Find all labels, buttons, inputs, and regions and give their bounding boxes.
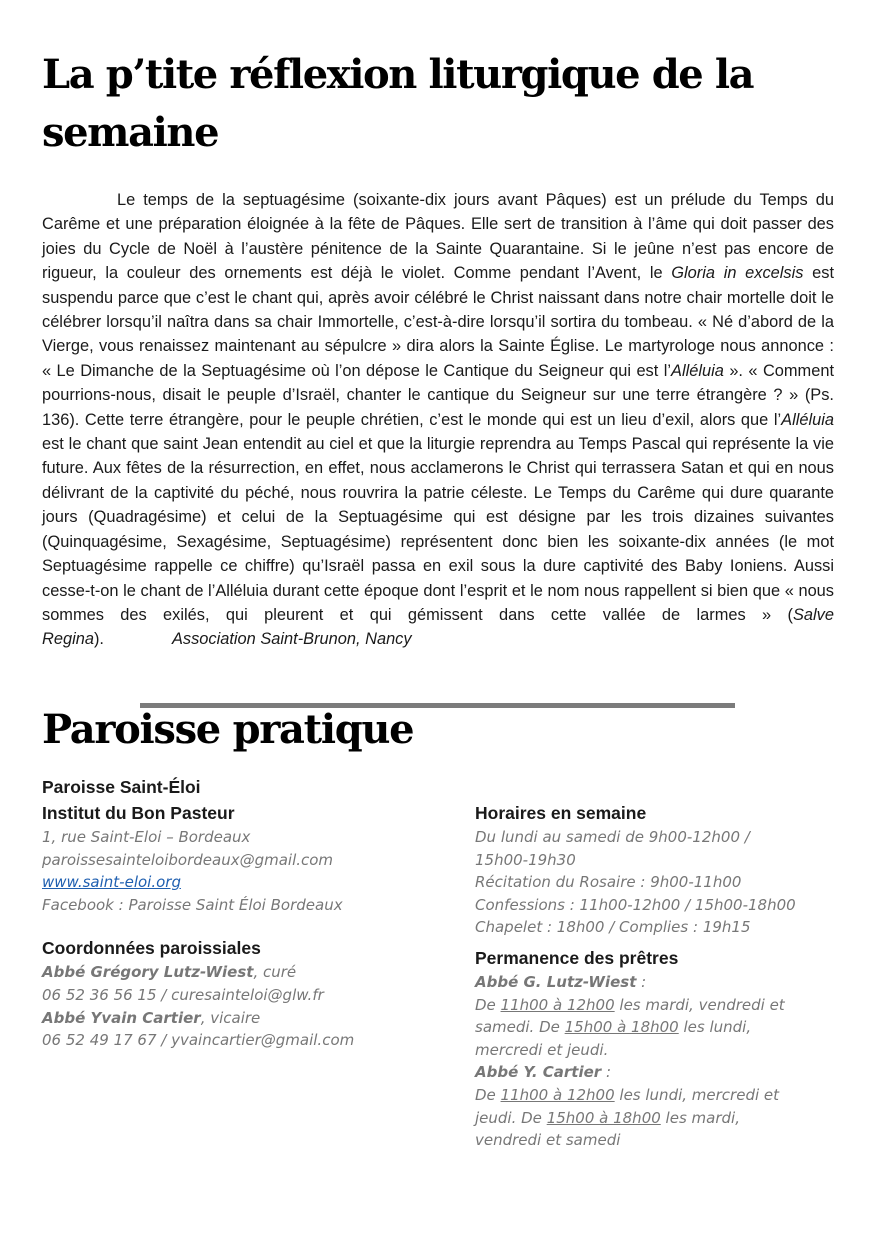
permanence-priest-2-name: Abbé Y. Cartier	[475, 1063, 602, 1082]
schedule-text: De	[475, 995, 501, 1014]
schedule-text: les mardi, vendredi et samedi	[475, 1108, 740, 1150]
colon: :	[601, 1063, 612, 1082]
priest-1-name: Abbé Grégory Lutz-Wiest	[42, 963, 254, 982]
priest-1-contact: 06 52 36 56 15 / curesainteloi@glw.fr	[42, 985, 324, 1004]
schedule-text: les mardi, vendredi et samedi. De	[475, 995, 785, 1037]
institute-name: Institut du Bon Pasteur	[42, 803, 235, 823]
weekday-hours: Du lundi au samedi de 9h00-12h00 / 15h00-19h30	[475, 828, 750, 869]
article-text-part: Le temps de la septuagésime (soixante-dix jours avant Pâques) est un prélude du Temps du Carême et une préparation éloignée à la fête de Pâques. Elle sert de transition à l’âme qui doit passer des joies du Cycle de Noël à l’austère pénitence de la Sainte Quarantaine. Si le jeûne n’est pas encore de rigueur, la couleur des ornements est déjà le violet. Comme pendant l’Avent, le	[42, 191, 834, 283]
schedule-text: De	[475, 1085, 501, 1104]
parish-address: 1, rue Saint-Eloi – Bordeaux	[42, 828, 251, 846]
page-title: La p’tite réflexion liturgique de la semaine	[42, 51, 754, 156]
priest-1-role: , curé	[253, 963, 297, 982]
parish-info-column	[42, 774, 372, 1052]
permanence-priest-1	[475, 971, 805, 994]
contacts-heading: Coordonnées paroissiales	[42, 938, 261, 959]
schedule-time: 15h00 à 18h00	[546, 1108, 661, 1127]
permanence-priest-2	[475, 1061, 805, 1084]
section-title: Paroisse pratique	[42, 706, 414, 753]
schedule-text: les lundi, mercredi et jeudi.	[475, 1018, 752, 1059]
permanence-priest-2-schedule	[475, 1084, 803, 1152]
alleluia-word: Alléluia	[671, 361, 724, 380]
parish-email: paroissesainteloibordeaux@gmail.com	[42, 850, 334, 869]
schedule-column	[475, 800, 805, 1152]
permanence-priest-1-name: Abbé G. Lutz-Wiest	[475, 972, 637, 991]
parish-name: Paroisse Saint-Éloi	[42, 777, 201, 797]
article-text-part: est suspendu parce que c’est le chant qui, après avoir célébré le Christ naissant dans notre chair mortelle doit le célébrer lorsqu’il naîtra dans sa chair Immortelle, c’est-à-dire lorsqu’il sortira du tombeau. « Né d’abord de la Vierge, vous renaissez maintenant au sépulcre » dira alors la Sainte Église. Le martyrologe nous annonce : « Le Dimanche de la Septuagésime où l’on dépose le Cantique du Seigneur qui est l’	[42, 264, 834, 380]
schedule-time: 11h00 à 12h00	[500, 995, 615, 1014]
gloria-title: Gloria in excelsis	[671, 264, 804, 283]
schedule-text: les lundi, mercredi et jeudi. De	[475, 1085, 780, 1127]
liturgical-reflection-text	[42, 188, 834, 652]
weekday-hours-heading: Horaires en semaine	[475, 803, 647, 823]
priest-2-role: , vicaire	[200, 1008, 261, 1027]
rosary-hours: Récitation du Rosaire : 9h00-11h00	[475, 873, 742, 892]
salve-regina-title: Salve Regina	[42, 605, 834, 649]
colon: :	[636, 972, 647, 991]
alleluia-word: Alléluia	[781, 410, 834, 429]
parish-facebook: Facebook : Paroisse Saint Éloi Bordeaux	[42, 895, 343, 914]
priest-1-entry	[42, 961, 372, 984]
parish-website-link[interactable]: www.saint-eloi.org	[42, 873, 181, 892]
schedule-time: 15h00 à 18h00	[564, 1018, 679, 1037]
confession-hours: Confessions : 11h00-12h00 / 15h00-18h00	[475, 895, 796, 914]
priest-2-entry	[42, 1007, 372, 1030]
schedule-time: 11h00 à 12h00	[500, 1085, 615, 1104]
article-signature: Association Saint-Brunon, Nancy	[171, 630, 412, 649]
article-text-part: ).	[93, 630, 104, 649]
article-text-part: est le chant que saint Jean entendit au ciel et que la liturgie reprendra au Temps Pascal qui représente la vie future. Aux fêtes de la résurrection, en effet, nous acclamerons le Christ qui terrassera Satan et qui en nous délivrant de la captivité du péché, nous rouvrira la patrie céleste. Le Temps du Carême qui dure quarante jours (Quadragésime) et celui de la Septuagésime qui est désigne par les trois dizaines suivantes (Quinquagésime, Sexagésime, Septuagésime) représentent donc bien les soixante-dix années (le mot Septuagésime rappelle ce chiffre) qu’Israël passa en exil sous la dure captivité des Baby Ioniens. Aussi cesse-t-on le chant de l’Alléluia durant cette époque dont l’esprit et le nom nous rappellent si bien que « nous sommes des exilés, qui pleurent et qui gémissent dans cette vallée de larmes » (	[42, 435, 834, 624]
article-text-part: ». « Comment pourrions-nous, disait le peuple d’Israël, chanter le cantique du Seigneur sur une terre étrangère ? » (Ps. 136). Cette terre étrangère, pour le peuple chrétien, c’est le monde qui est un lieu d’exil, alors que l’	[42, 361, 834, 429]
permanence-priest-1-schedule	[475, 994, 803, 1062]
priest-2-contact: 06 52 49 17 67 / yvaincartier@gmail.com	[42, 1031, 355, 1050]
chapelet-hours: Chapelet : 18h00 / Complies : 19h15	[475, 918, 751, 937]
permanence-heading: Permanence des prêtres	[475, 947, 679, 968]
priest-2-name: Abbé Yvain Cartier	[42, 1008, 201, 1027]
